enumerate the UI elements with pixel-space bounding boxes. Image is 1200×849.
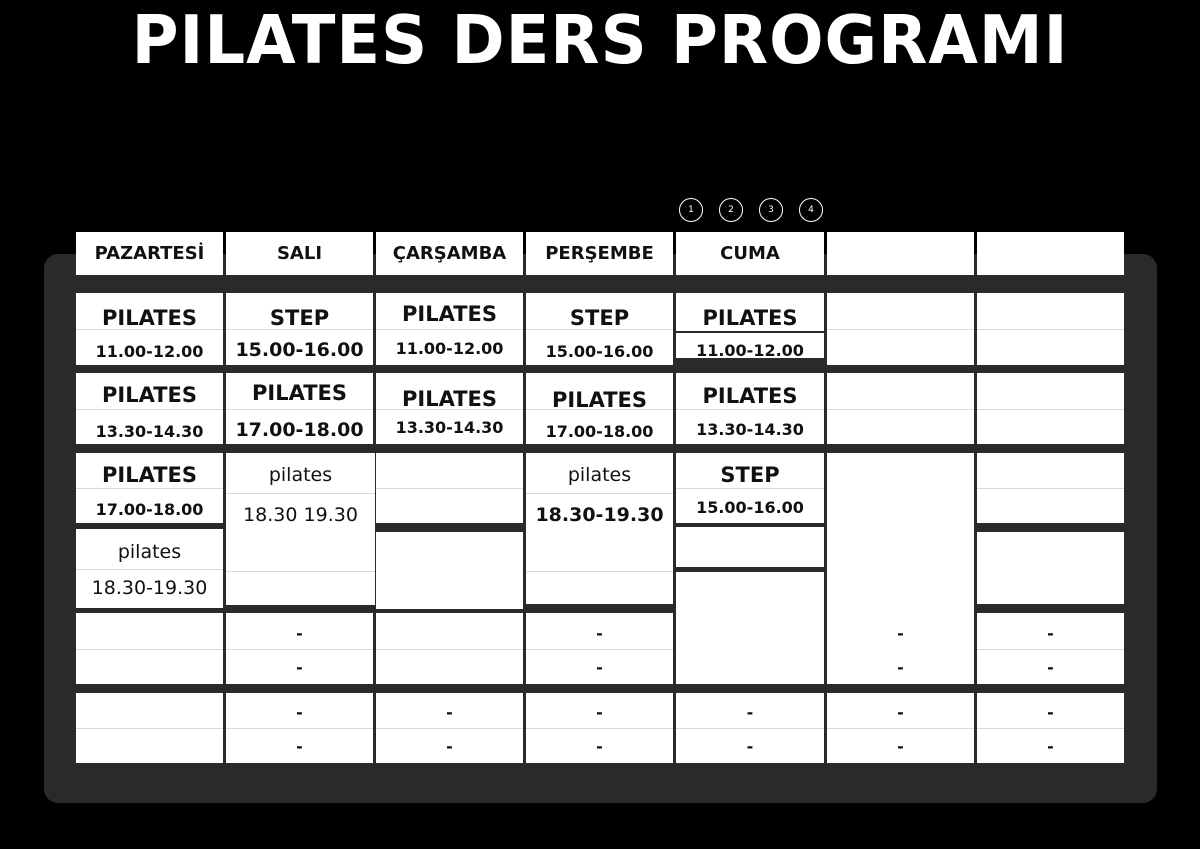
class-time: 17.00-18.00	[235, 419, 364, 441]
page-title: PILATES DERS PROGRAMI	[131, 2, 1069, 80]
class-time: 15.00-16.00	[696, 498, 804, 517]
class-name: PILATES	[401, 302, 497, 326]
day-header-friday: CUMA	[676, 232, 824, 275]
class-name: STEP	[720, 463, 780, 487]
empty-cell	[376, 532, 523, 609]
class-name: STEP	[569, 306, 630, 330]
class-name: pilates	[268, 464, 333, 486]
day-header-wednesday: ÇARŞAMBA	[376, 232, 523, 275]
empty-cell	[827, 373, 974, 444]
empty-cell	[977, 293, 1124, 365]
class-cell	[526, 453, 673, 604]
day-header-empty-6	[827, 232, 974, 275]
class-time: 11.00-12.00	[696, 341, 804, 360]
empty-cell	[76, 693, 223, 763]
dash-mark: -	[746, 737, 754, 756]
dash-mark: -	[296, 703, 303, 722]
empty-cell	[977, 532, 1124, 604]
day-header-tuesday: SALI	[226, 232, 373, 275]
class-time: 11.00-12.00	[95, 342, 204, 361]
dash-mark: -	[446, 703, 453, 722]
dash-mark: -	[897, 703, 904, 722]
dash-cell	[226, 693, 373, 763]
class-cell	[376, 293, 523, 365]
dash-cell	[526, 613, 673, 684]
empty-cell	[676, 572, 824, 684]
bubble-1: 1	[679, 198, 703, 222]
class-name: PILATES	[702, 384, 798, 408]
dash-mark: -	[596, 737, 603, 756]
class-name: pilates	[117, 541, 182, 563]
dash-mark: -	[897, 737, 904, 756]
dash-cell	[977, 693, 1124, 763]
class-name: STEP	[269, 306, 330, 330]
class-cell	[226, 373, 373, 444]
bubble-4: 4	[799, 198, 823, 222]
class-name: PILATES	[702, 306, 798, 330]
day-header-empty-7	[977, 232, 1124, 275]
dash-mark: -	[1047, 703, 1054, 722]
dash-mark: -	[446, 737, 453, 756]
class-time: 18.30-19.30	[91, 577, 208, 599]
dash-cell	[977, 613, 1124, 684]
empty-cell	[376, 453, 523, 523]
empty-cell	[827, 293, 974, 365]
class-time: 13.30-14.30	[395, 418, 504, 437]
class-time: 18.30 19.30	[243, 504, 358, 526]
class-cell	[676, 373, 824, 444]
class-time: 13.30-14.30	[696, 420, 804, 439]
empty-cell	[676, 527, 824, 567]
class-time: 18.30-19.30	[535, 504, 664, 526]
class-cell	[226, 293, 373, 365]
empty-cell	[977, 373, 1124, 444]
dash-mark: -	[296, 624, 303, 643]
class-cell	[526, 293, 673, 365]
dash-cell	[827, 613, 974, 684]
class-time: 15.00-16.00	[545, 342, 654, 361]
bubble-2: 2	[719, 198, 743, 222]
dash-mark: -	[596, 624, 603, 643]
class-name: PILATES	[101, 383, 197, 407]
day-header-thursday: PERŞEMBE	[526, 232, 673, 275]
class-cell	[226, 453, 375, 605]
dash-cell	[226, 613, 373, 684]
empty-cell	[76, 613, 223, 684]
class-time: 17.00-18.00	[545, 422, 654, 441]
dash-cell	[526, 693, 673, 763]
dash-cell	[376, 693, 523, 763]
class-name: pilates	[567, 464, 632, 486]
class-time: 17.00-18.00	[95, 500, 204, 519]
dash-mark: -	[1047, 624, 1054, 643]
class-cell	[76, 373, 223, 444]
day-header-monday: PAZARTESİ	[76, 232, 223, 275]
class-cell	[526, 373, 673, 444]
empty-cell	[977, 453, 1124, 523]
dash-mark: -	[1047, 737, 1054, 756]
dash-cell	[676, 693, 824, 763]
class-time: 15.00-16.00	[235, 339, 364, 361]
class-cell	[76, 453, 223, 523]
class-cell	[76, 293, 223, 365]
class-name: PILATES	[551, 388, 647, 412]
class-cell	[76, 529, 223, 608]
dash-mark: -	[296, 737, 303, 756]
class-time: 13.30-14.30	[95, 422, 204, 441]
class-name: PILATES	[101, 463, 197, 487]
class-time: 11.00-12.00	[395, 339, 504, 358]
dash-mark: -	[897, 658, 904, 677]
class-name: PILATES	[251, 381, 347, 405]
empty-cell	[376, 613, 523, 684]
dash-mark: -	[296, 658, 303, 677]
class-cell	[676, 453, 824, 523]
class-cell	[376, 373, 523, 444]
dash-mark: -	[897, 624, 904, 643]
dash-cell	[827, 693, 974, 763]
class-name: PILATES	[101, 306, 197, 330]
class-name: PILATES	[401, 387, 497, 411]
class-cell	[676, 293, 824, 362]
dash-mark: -	[596, 703, 603, 722]
dash-mark: -	[1047, 658, 1054, 677]
dash-mark: -	[746, 703, 754, 722]
dash-mark: -	[596, 658, 603, 677]
bubble-3: 3	[759, 198, 783, 222]
